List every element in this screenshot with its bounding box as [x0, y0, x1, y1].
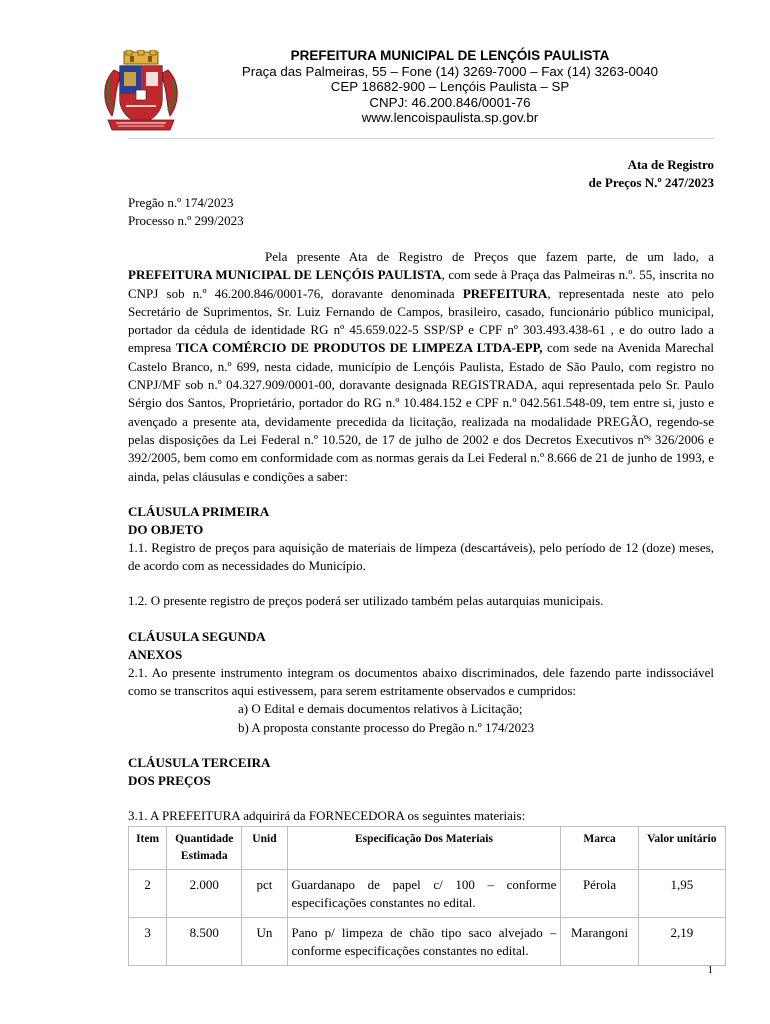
intro-bold-run: TICA COMÉRCIO DE PRODUTOS DE LIMPEZA LTDA-EPP, — [175, 340, 543, 356]
processo-number: Processo n.º 299/2023 — [128, 213, 244, 228]
intro-text-run: , com sede à Praça das Palmeiras n.º. 55, inscrita no CNPJ sob n.º 46.200.846/0001-76, doravante denominada — [128, 267, 715, 301]
col-header-unit-price: Valor unitário — [638, 827, 725, 870]
institution-cnpj: CNPJ: 46.200.846/0001-76 — [369, 94, 531, 110]
document-body — [128, 248, 714, 825]
intro-text-run: com sede na Avenida Marechal Castelo Branco, n.º 699, nesta cidade, município de Lençóis Paulista, Estado de São Paulo, com registro no CNPJ/MF sob n.º 04.327.909/0001-00, doravante designada REGISTRADA, aqui representada pelo Sr. Paulo Sérgio dos Santos, Proprietário, portador do RG n.º 10.484.152 e CPF n.º 042.561.548-09, tem entre si, justo e avençado a presente ata, devidamente precedida da licitação, realizada na modalidade PREGÃO, regendo-se pelas disposições da Lei Federal n.º 10.520, de 17 de julho de 2002 e dos Decretos Executivos nºˢ 326/2006 e 392/2005, bem como em conformidade com as normas gerais da Lei Federal n.º 8.666 de 21 de junho de 1993, e ainda, pelas cláusulas e condições a saber: — [128, 340, 714, 484]
col-header-unit: Unid — [242, 827, 287, 870]
institution-cep: CEP 18682-900 – Lençóis Paulista – SP — [330, 79, 570, 95]
intro-bold-run: PREFEITURA MUNICIPAL DE LENÇÓIS PAULISTA — [128, 267, 442, 283]
clause1-item2: 1.2. O presente registro de preços poderá ser utilizado também pelas autarquias municipais. — [128, 593, 604, 609]
clause2-subtitle: ANEXOS — [128, 646, 183, 662]
col-header-brand: Marca — [561, 827, 638, 870]
document-references — [128, 194, 244, 230]
institution-title: PREFEITURA MUNICIPAL DE LENÇÓIS PAULISTA — [290, 48, 610, 63]
institution-address: Praça das Palmeiras, 55 – Fone (14) 3269-7000 – Fax (14) 3263-0040 — [241, 63, 659, 79]
cell-brand: Marangoni — [561, 918, 638, 966]
clause2-item-a: a) O Edital e demais documentos relativos à Licitação; — [238, 701, 523, 717]
table-row — [129, 870, 726, 918]
intro-paragraph — [128, 248, 714, 486]
clause3-title: CLÁUSULA TERCEIRA — [128, 754, 271, 770]
clause3-item1: 3.1. A PREFEITURA adquirirá da FORNECEDORA os seguintes materiais: — [128, 807, 526, 823]
pregao-number: Pregão n.º 174/2023 — [128, 195, 234, 210]
institution-website[interactable]: www.lencoispaulista.sp.gov.br — [361, 110, 539, 126]
clause2-title: CLÁUSULA SEGUNDA — [128, 628, 266, 644]
cell-specification: Pano p/ limpeza de chão tipo saco alvejado – conforme especificações constantes no edital. — [287, 918, 561, 966]
cell-unit: Un — [242, 918, 287, 966]
ata-title-line1: Ata de Registro — [627, 157, 714, 172]
intro-text-run: , representada neste ato pelo Secretário de Suprimentos, Sr. Luiz Fernando de Campos, brasileiro, casado, funcionário público municipal, portador da cédula de identidade RG nº 45.659.022-5 SSP/SP e CPF nº 303.493.438-61 , e do outro lado a empresa — [128, 285, 714, 356]
materials-table — [128, 826, 726, 966]
cell-brand: Pérola — [561, 870, 638, 918]
header-divider — [128, 138, 714, 139]
clause2-item-b: b) A proposta constante processo do Pregão n.º 174/2023 — [238, 719, 535, 735]
col-header-quantity: Quantidade Estimada — [167, 827, 242, 870]
table-row — [129, 918, 726, 966]
cell-specification: Guardanapo de papel c/ 100 – conforme especificações constantes no edital. — [287, 870, 561, 918]
clause1-title: CLÁUSULA PRIMEIRA — [128, 503, 270, 519]
ata-title — [589, 156, 714, 192]
intro-text-run: Pela presente Ata de Registro de Preços que fazem parte, de um lado, a — [265, 249, 714, 264]
ata-title-line2: de Preços N.º 247/2023 — [588, 175, 714, 190]
clause1-item1: 1.1. Registro de preços para aquisição de materiais de limpeza (descartáveis), pelo período de 12 (doze) meses, de acordo com as necessidades do Município. — [128, 539, 714, 574]
cell-item: 2 — [129, 870, 167, 918]
col-header-specification: Especificação Dos Materiais — [287, 827, 561, 870]
cell-unit: pct — [242, 870, 287, 918]
clause1-subtitle: DO OBJETO — [128, 521, 204, 537]
cell-unit-price: 1,95 — [638, 870, 725, 918]
cell-item: 3 — [129, 918, 167, 966]
cell-quantity: 2.000 — [167, 870, 242, 918]
coat-of-arms-logo — [100, 50, 182, 136]
intro-bold-run: PREFEITURA — [462, 285, 548, 301]
cell-unit-price: 2,19 — [638, 918, 725, 966]
letterhead — [200, 48, 700, 126]
page-number: 1 — [707, 964, 713, 976]
clause2-item1: 2.1. Ao presente instrumento integram os documentos abaixo discriminados, dele fazendo parte indissociável como se transcritos aqui estivessem, para serem estritamente observados e cumpridos: — [128, 664, 714, 699]
cell-quantity: 8.500 — [167, 918, 242, 966]
table-header-row — [129, 827, 726, 870]
clause3-subtitle: DOS PREÇOS — [128, 772, 211, 788]
col-header-item: Item — [129, 827, 167, 870]
